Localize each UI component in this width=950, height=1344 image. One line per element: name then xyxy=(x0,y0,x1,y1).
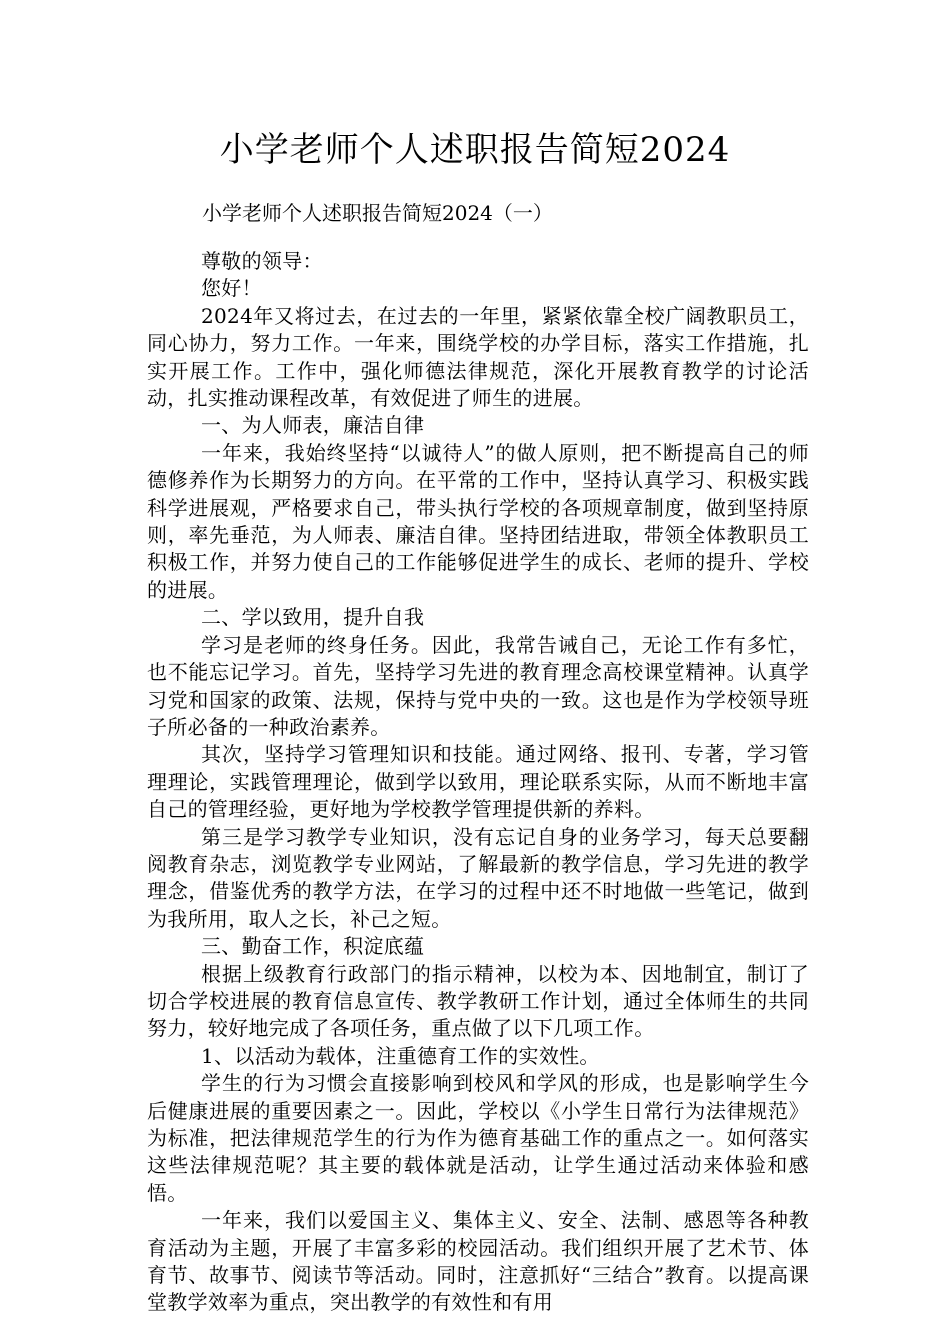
paragraph: 一年来，我始终坚持“以诚待人”的做人原则，把不断提高自己的师德修养作为长期努力的方向。在平常的工作中，坚持认真学习、积极实践科学进展观，严格要求自己，带头执行学校的各项规章制度，做到坚持原则，率先垂范，为人师表、廉洁自律。坚持团结进取，带领全体教职员工积极工作，并努力使自己的工作能够促进学生的成长、老师的提升、学校的进展。 xyxy=(147,440,809,602)
subsection-heading-1: 1、以活动为载体，注重德育工作的实效性。 xyxy=(201,1043,600,1068)
paragraph-intro: 2024年又将过去，在过去的一年里，紧紧依靠全校广阔教职员工，同心协力，努力工作。一年来，围绕学校的办学目标，落实工作措施，扎实开展工作。工作中，强化师德法律规范，深化开展教育教学的讨论活动，扎实推动课程改革，有效促进了师生的进展。 xyxy=(147,303,809,411)
section-heading-2: 二、学以致用，提升自我 xyxy=(201,605,425,630)
greeting: 您好！ xyxy=(201,276,262,301)
paragraph: 根据上级教育行政部门的指示精神，以校为本、因地制宜，制订了切合学校进展的教育信息宣传、教学教研工作计划，通过全体师生的共同努力，较好地完成了各项任务，重点做了以下几项工作。 xyxy=(147,961,809,1041)
paragraph: 第三是学习教学专业知识，没有忘记自身的业务学习，每天总要翻阅教育杂志，浏览教学专业网站，了解最新的教学信息，学习先进的教学理念，借鉴优秀的教学方法，在学习的过程中还不时地做一些笔记，做到为我所用，取人之长，补己之短。 xyxy=(147,824,809,931)
section-heading-1: 一、为人师表，廉洁自律 xyxy=(201,413,425,438)
salutation: 尊敬的领导： xyxy=(201,249,323,273)
paragraph: 其次，坚持学习管理知识和技能。通过网络、报刊、专著，学习管理理论，实践管理理论，做到学以致用，理论联系实际，从而不断地丰富自己的管理经验，更好地为学校教学管理提供新的养料。 xyxy=(147,742,809,822)
paragraph: 学习是老师的终身任务。因此，我常告诫自己，无论工作有多忙，也不能忘记学习。首先，坚持学习先进的教育理念高校课堂精神。认真学习党和国家的政策、法规，保持与党中央的一致。这也是作为学校领导班子所必备的一种政治素养。 xyxy=(147,632,809,739)
document-body xyxy=(147,248,809,1317)
paragraph: 学生的行为习惯会直接影响到校风和学风的形成，也是影响学生今后健康进展的重要因素之一。因此，学校以《小学生日常行为法律规范》为标准，把法律规范学生的行为作为德育基础工作的重点之一。如何落实这些法律规范呢？其主要的载体就是活动，让学生通过活动来体验和感悟。 xyxy=(147,1071,809,1205)
section-heading-3: 三、勤奋工作，积淀底蕴 xyxy=(201,934,425,959)
paragraph: 一年来，我们以爱国主义、集体主义、安全、法制、感恩等各种教育活动为主题，开展了丰富多彩的校园活动。我们组织开展了艺术节、体育节、故事节、阅读节等活动。同时，注意抓好“三结合”教育。以提高课堂教学效率为重点，突出教学的有效性和有用 xyxy=(147,1208,809,1315)
document-subtitle: 小学老师个人述职报告简短2024（一） xyxy=(202,201,553,225)
document-title: 小学老师个人述职报告简短2024 xyxy=(219,130,731,170)
